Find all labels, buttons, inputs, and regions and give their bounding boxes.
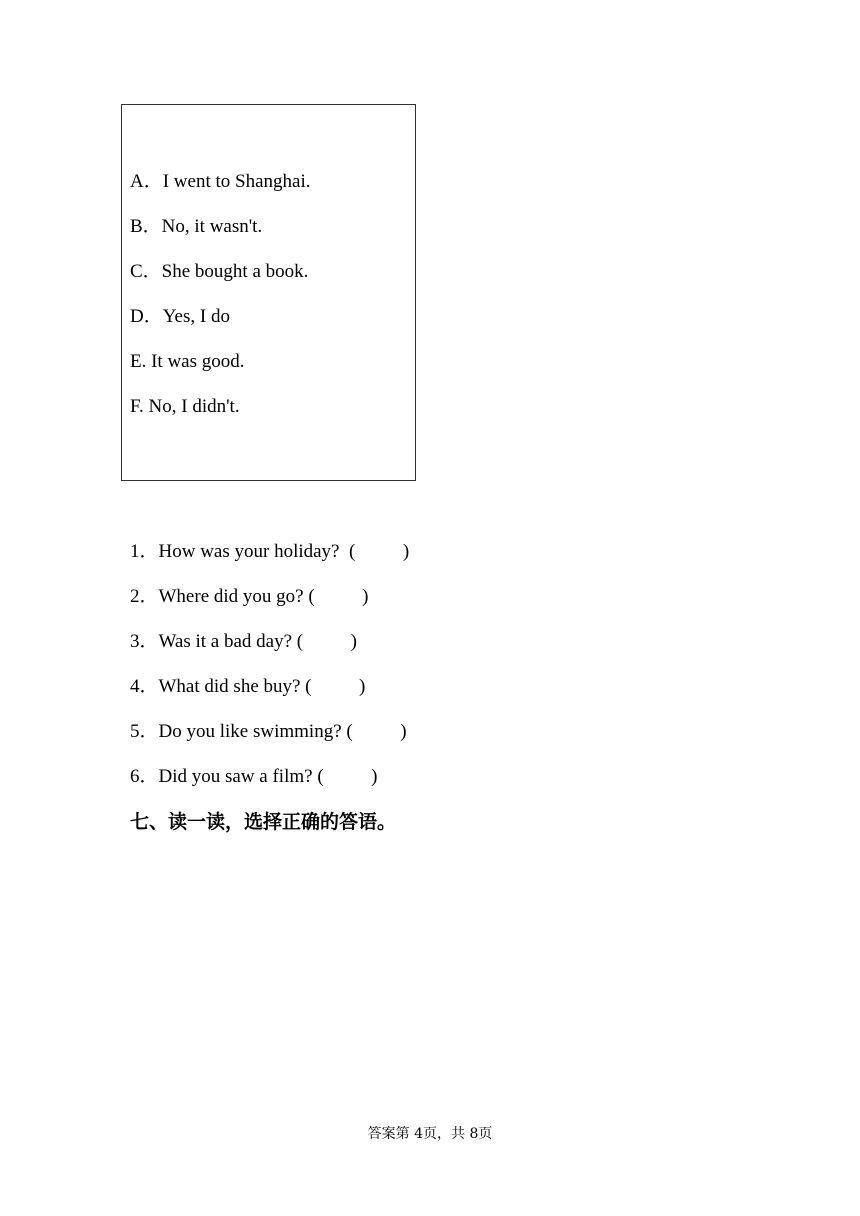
option-a: A．I went to Shanghai. xyxy=(130,171,311,192)
option-f: F. No, I didn't. xyxy=(130,396,240,417)
section-heading: 七、读一读，选择正确的答语。 xyxy=(130,811,397,833)
question-1: 1．How was your holiday? ( ) xyxy=(130,541,410,562)
option-b: B．No, it wasn't. xyxy=(130,216,263,237)
question-2: 2．Where did you go? ( ) xyxy=(130,586,369,607)
answer-options-box xyxy=(121,104,416,481)
option-d: D．Yes, I do xyxy=(130,306,230,327)
option-c: C．She bought a book. xyxy=(130,261,309,282)
question-3: 3．Was it a bad day? ( ) xyxy=(130,631,357,652)
option-e: E. It was good. xyxy=(130,351,245,372)
page-footer: 答案第 4页，共 8页 xyxy=(367,1126,493,1142)
question-4: 4．What did she buy? ( ) xyxy=(130,676,366,697)
question-5: 5．Do you like swimming? ( ) xyxy=(130,721,407,742)
question-6: 6．Did you saw a film? ( ) xyxy=(130,766,378,787)
